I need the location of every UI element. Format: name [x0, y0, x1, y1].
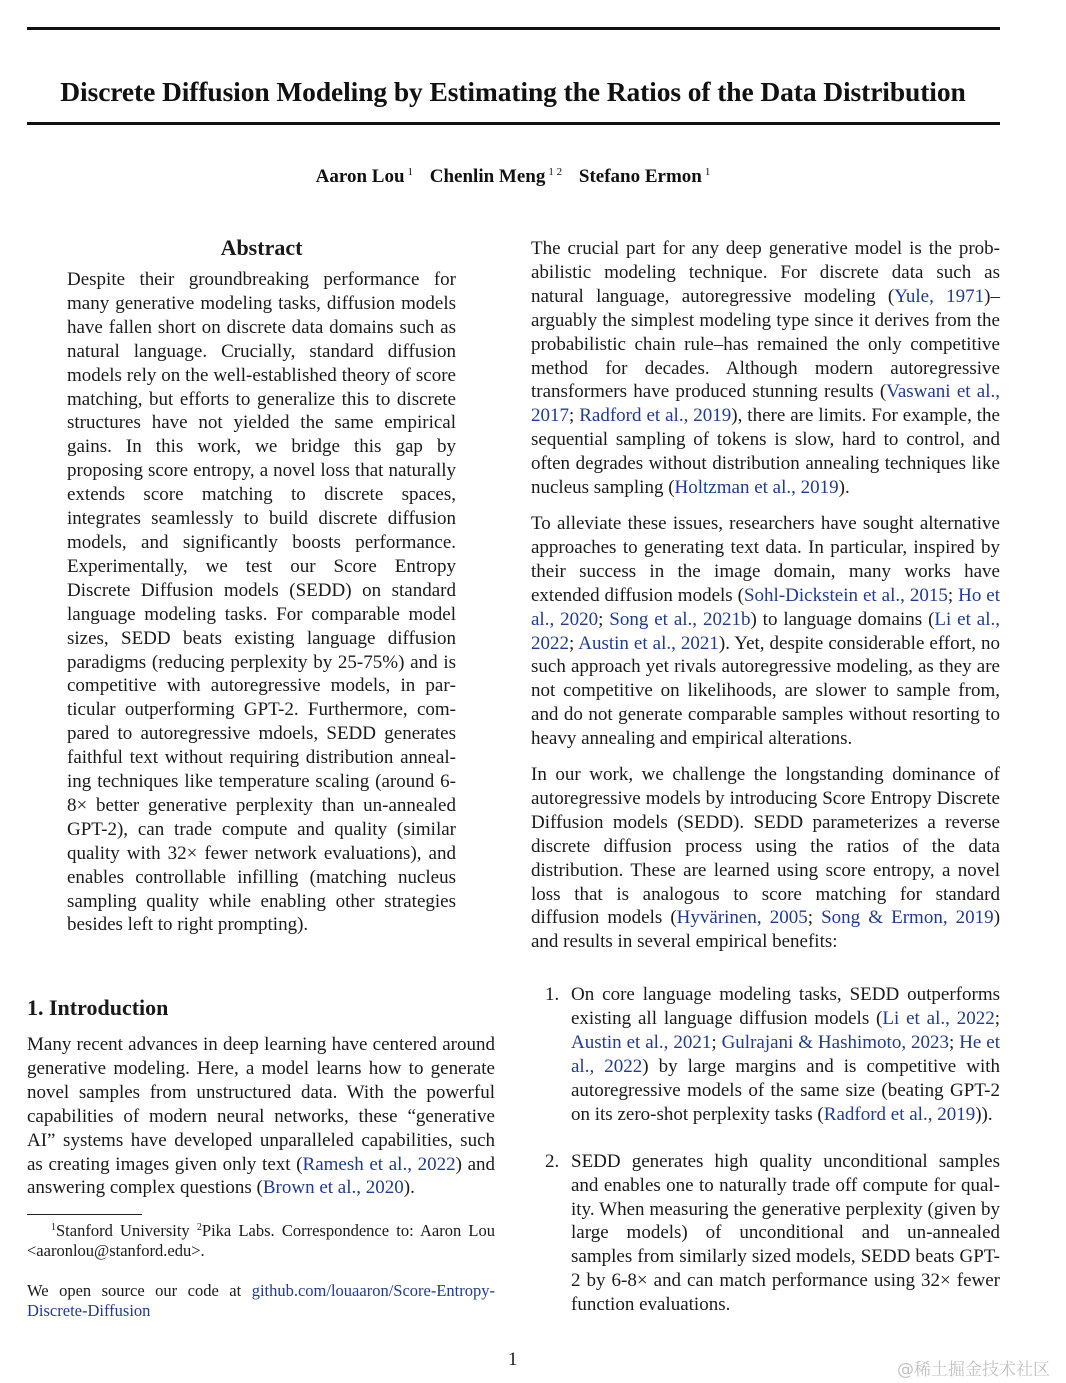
watermark: @稀土掘金技术社区 [897, 1360, 1050, 1380]
author-name: Stefano Ermon [578, 166, 702, 187]
contributions-list [531, 983, 1000, 1317]
citation-link[interactable]: Radford et al., 2019 [579, 405, 732, 427]
list-item [531, 983, 1000, 1126]
affiliation-footnote [27, 1218, 495, 1261]
intro-paragraph [531, 237, 1000, 500]
list-number: 2. [545, 1150, 560, 1172]
footnote-marker: 1 [51, 1222, 56, 1233]
title-top-rule [27, 27, 1000, 30]
intro-paragraph [27, 1033, 495, 1200]
code-repo-link[interactable]: github.com/louaaron/Score-Entropy-Discrete-Diffusion [27, 1281, 495, 1320]
text-span: ; [569, 632, 579, 654]
intro-paragraph [531, 512, 1000, 751]
text-span: ; [598, 608, 610, 630]
author [316, 166, 413, 187]
page-number: 1 [508, 1349, 518, 1370]
text-span: To alleviate these issues, researchers have sought alternative approaches to generating text data. In particular, inspired by their success in the image domain, many works have extended diffusion models ( [531, 512, 1000, 606]
list-number: 1. [545, 984, 560, 1006]
citation-link[interactable]: Austin et al., 2021 [578, 632, 719, 654]
affiliation-marker: 1 [704, 166, 711, 178]
text-span: ; [947, 584, 959, 606]
text-span: SEDD generates high quality unconditional samples and enables one to naturally trade off compute for quality. When measuring the generative perplexity (given by large models) of unconditional and un-annealed samples from similarly sized models, SEDD beats GPT-2 by 6-8× and can match performance using 32× fewer function evaluations. [571, 1150, 1000, 1316]
text-span: On core language modeling tasks, SEDD outperforms existing all language diffusion models ( [571, 984, 1000, 1030]
text-span: )). [975, 1103, 993, 1125]
text-span: ) and answering complex questions ( [27, 1153, 495, 1199]
abstract-section [67, 234, 456, 937]
citation-link[interactable]: Song et al., 2021b [609, 608, 751, 630]
citation-link[interactable]: Li et al., 2022 [882, 1008, 995, 1030]
author-list [0, 166, 1026, 188]
citation-link[interactable]: Sohl-Dickstein et al., 2015 [743, 584, 948, 606]
author-name: Chenlin Meng [429, 166, 546, 187]
citation-link[interactable]: Yule, 1971 [894, 285, 985, 307]
text-span: Pika Labs. Correspondence to: Aaron Lou <aaronlou@stanford.edu>. [27, 1221, 495, 1260]
author [579, 166, 710, 187]
citation-link[interactable]: Hyvärinen, 2005 [676, 907, 808, 929]
abstract-heading: Abstract [220, 235, 303, 260]
right-column [531, 237, 1000, 1340]
text-span: ; [949, 1032, 960, 1054]
text-span: ). Yet, despite considerable effort, no such approach yet rivals autoregressive modeling, as they are not competitive on likelihoods, are slower to sample from, and do not generate comparable samples without resorting to heavy annealing and empirical alterations. [531, 632, 1000, 750]
abstract-text: Despite their groundbreaking performance for many generative modeling tasks, diffusion models have fallen short on discrete data domains such as natural language. Crucially, standard diffusion models rely on the well-established theory of score matching, but efforts to generalize this to discrete structures have not yielded the same empirical gains. In this work, we bridge this gap by proposing score entropy, a novel loss that naturally extends score matching to discrete spaces, integrates seamlessly to build discrete diffusion models, and significantly boosts performance. Experimentally, we test our Score Entropy Discrete Diffusion models (SEDD) on standard language modeling tasks. For comparable model sizes, SEDD beats existing language diffusion paradigms (reducing perplexity by 25-75%) and is competitive with autoregressive models, in particular outperforming GPT-2. Furthermore, compared to autoregressive mdoels, SEDD generates faithful text without requiring distribution annealing techniques like temperature scaling (around 6-8× better generative perplexity than un-annealed GPT-2), can trade compute and quality (similar quality with 32× fewer network evaluations), and enables controllable infilling (matching nucleus sampling quality while enabling other strategies besides left to right prompting). [67, 269, 456, 936]
citation-link[interactable]: Holtzman et al., 2019 [674, 477, 839, 499]
citation-link[interactable]: Gulrajani & Hashimoto, 2023 [721, 1032, 949, 1054]
text-span: ; [711, 1032, 722, 1054]
citation-link[interactable]: Vaswani et al., 2017 [531, 381, 1000, 427]
text-span: Stanford University [56, 1221, 197, 1240]
affiliation-marker: 1 [407, 166, 414, 178]
citation-link[interactable]: Li et al., 2022 [531, 608, 1000, 654]
text-span: ). [403, 1177, 415, 1199]
text-span: In our work, we challenge the longstanding dominance of autoregressive models by introducing Score Entropy Discrete Diffusion models (SEDD). SEDD parameterizes a reverse discrete diffusion process using the ratios of the data distribution. These are learned using score entropy, a novel loss that is analogous to score matching for standard diffusion models ( [531, 764, 1000, 929]
text-span: ; [807, 907, 822, 929]
text-span: ) and results in several empirical benefits: [531, 907, 1001, 953]
citation-link[interactable]: Austin et al., 2021 [571, 1032, 712, 1054]
text-span: ), there are limits. For example, the sequential sampling of tokens is slow, hard to control, and often degrades without distribution annealing techniques like nucleus sampling ( [531, 405, 1000, 499]
text-span: ; [569, 405, 580, 427]
introduction-section [27, 994, 495, 1200]
text-span: )– arguably the simplest modeling type since it derives from the probabilistic chain rule–has remained the only competitive method for decades. Although modern autoregressive transformers have produced stunning results ( [531, 285, 1000, 403]
author-name: Aaron Lou [315, 166, 405, 187]
text-span: ) by large margins and is competitive with autoregressive models of the same size (beating GPT-2 on its zero-shot perplexity tasks ( [571, 1056, 1000, 1125]
citation-link[interactable]: Ramesh et al., 2022 [302, 1153, 456, 1175]
footnotes [27, 1218, 495, 1321]
text-span: We open source our code at [27, 1281, 252, 1300]
citation-link[interactable]: Ho et al., 2020 [531, 584, 1001, 630]
footnote-marker: 2 [196, 1222, 202, 1233]
introduction-heading: 1. Introduction [27, 995, 169, 1020]
list-item [531, 1150, 1000, 1317]
code-footnote [27, 1281, 495, 1321]
text-span: ). [838, 477, 850, 499]
citation-link[interactable]: Brown et al., 2020 [262, 1177, 404, 1199]
paper-title: Discrete Diffusion Modeling by Estimating the Ratios of the Data Distribution [60, 76, 966, 108]
footnote-rule [27, 1214, 142, 1215]
citation-link[interactable]: Song & Ermon, 2019 [821, 907, 994, 929]
author [430, 166, 562, 187]
intro-paragraph [531, 763, 1000, 954]
title-bottom-rule [27, 122, 1000, 125]
affiliation-marker: 1 2 [548, 166, 563, 178]
text-span: ; [994, 1008, 1000, 1030]
text-span: ) to language domains ( [750, 608, 935, 630]
citation-link[interactable]: Radford et al., 2019 [823, 1103, 976, 1125]
text-span: Many recent advances in deep learning have centered around generative modeling. Here, a model learns how to generate novel samples from unstructured data. With the powerful capabilities of modern neural networks, these “generative AI” systems have developed unparalleled capabilities, such as creating images given only text ( [27, 1034, 495, 1175]
citation-link[interactable]: He et al., 2022 [571, 1032, 1000, 1077]
text-span: The crucial part for any deep generative model is the probabilistic modeling technique. For discrete data such as natural language, autoregressive modeling ( [531, 238, 1000, 307]
